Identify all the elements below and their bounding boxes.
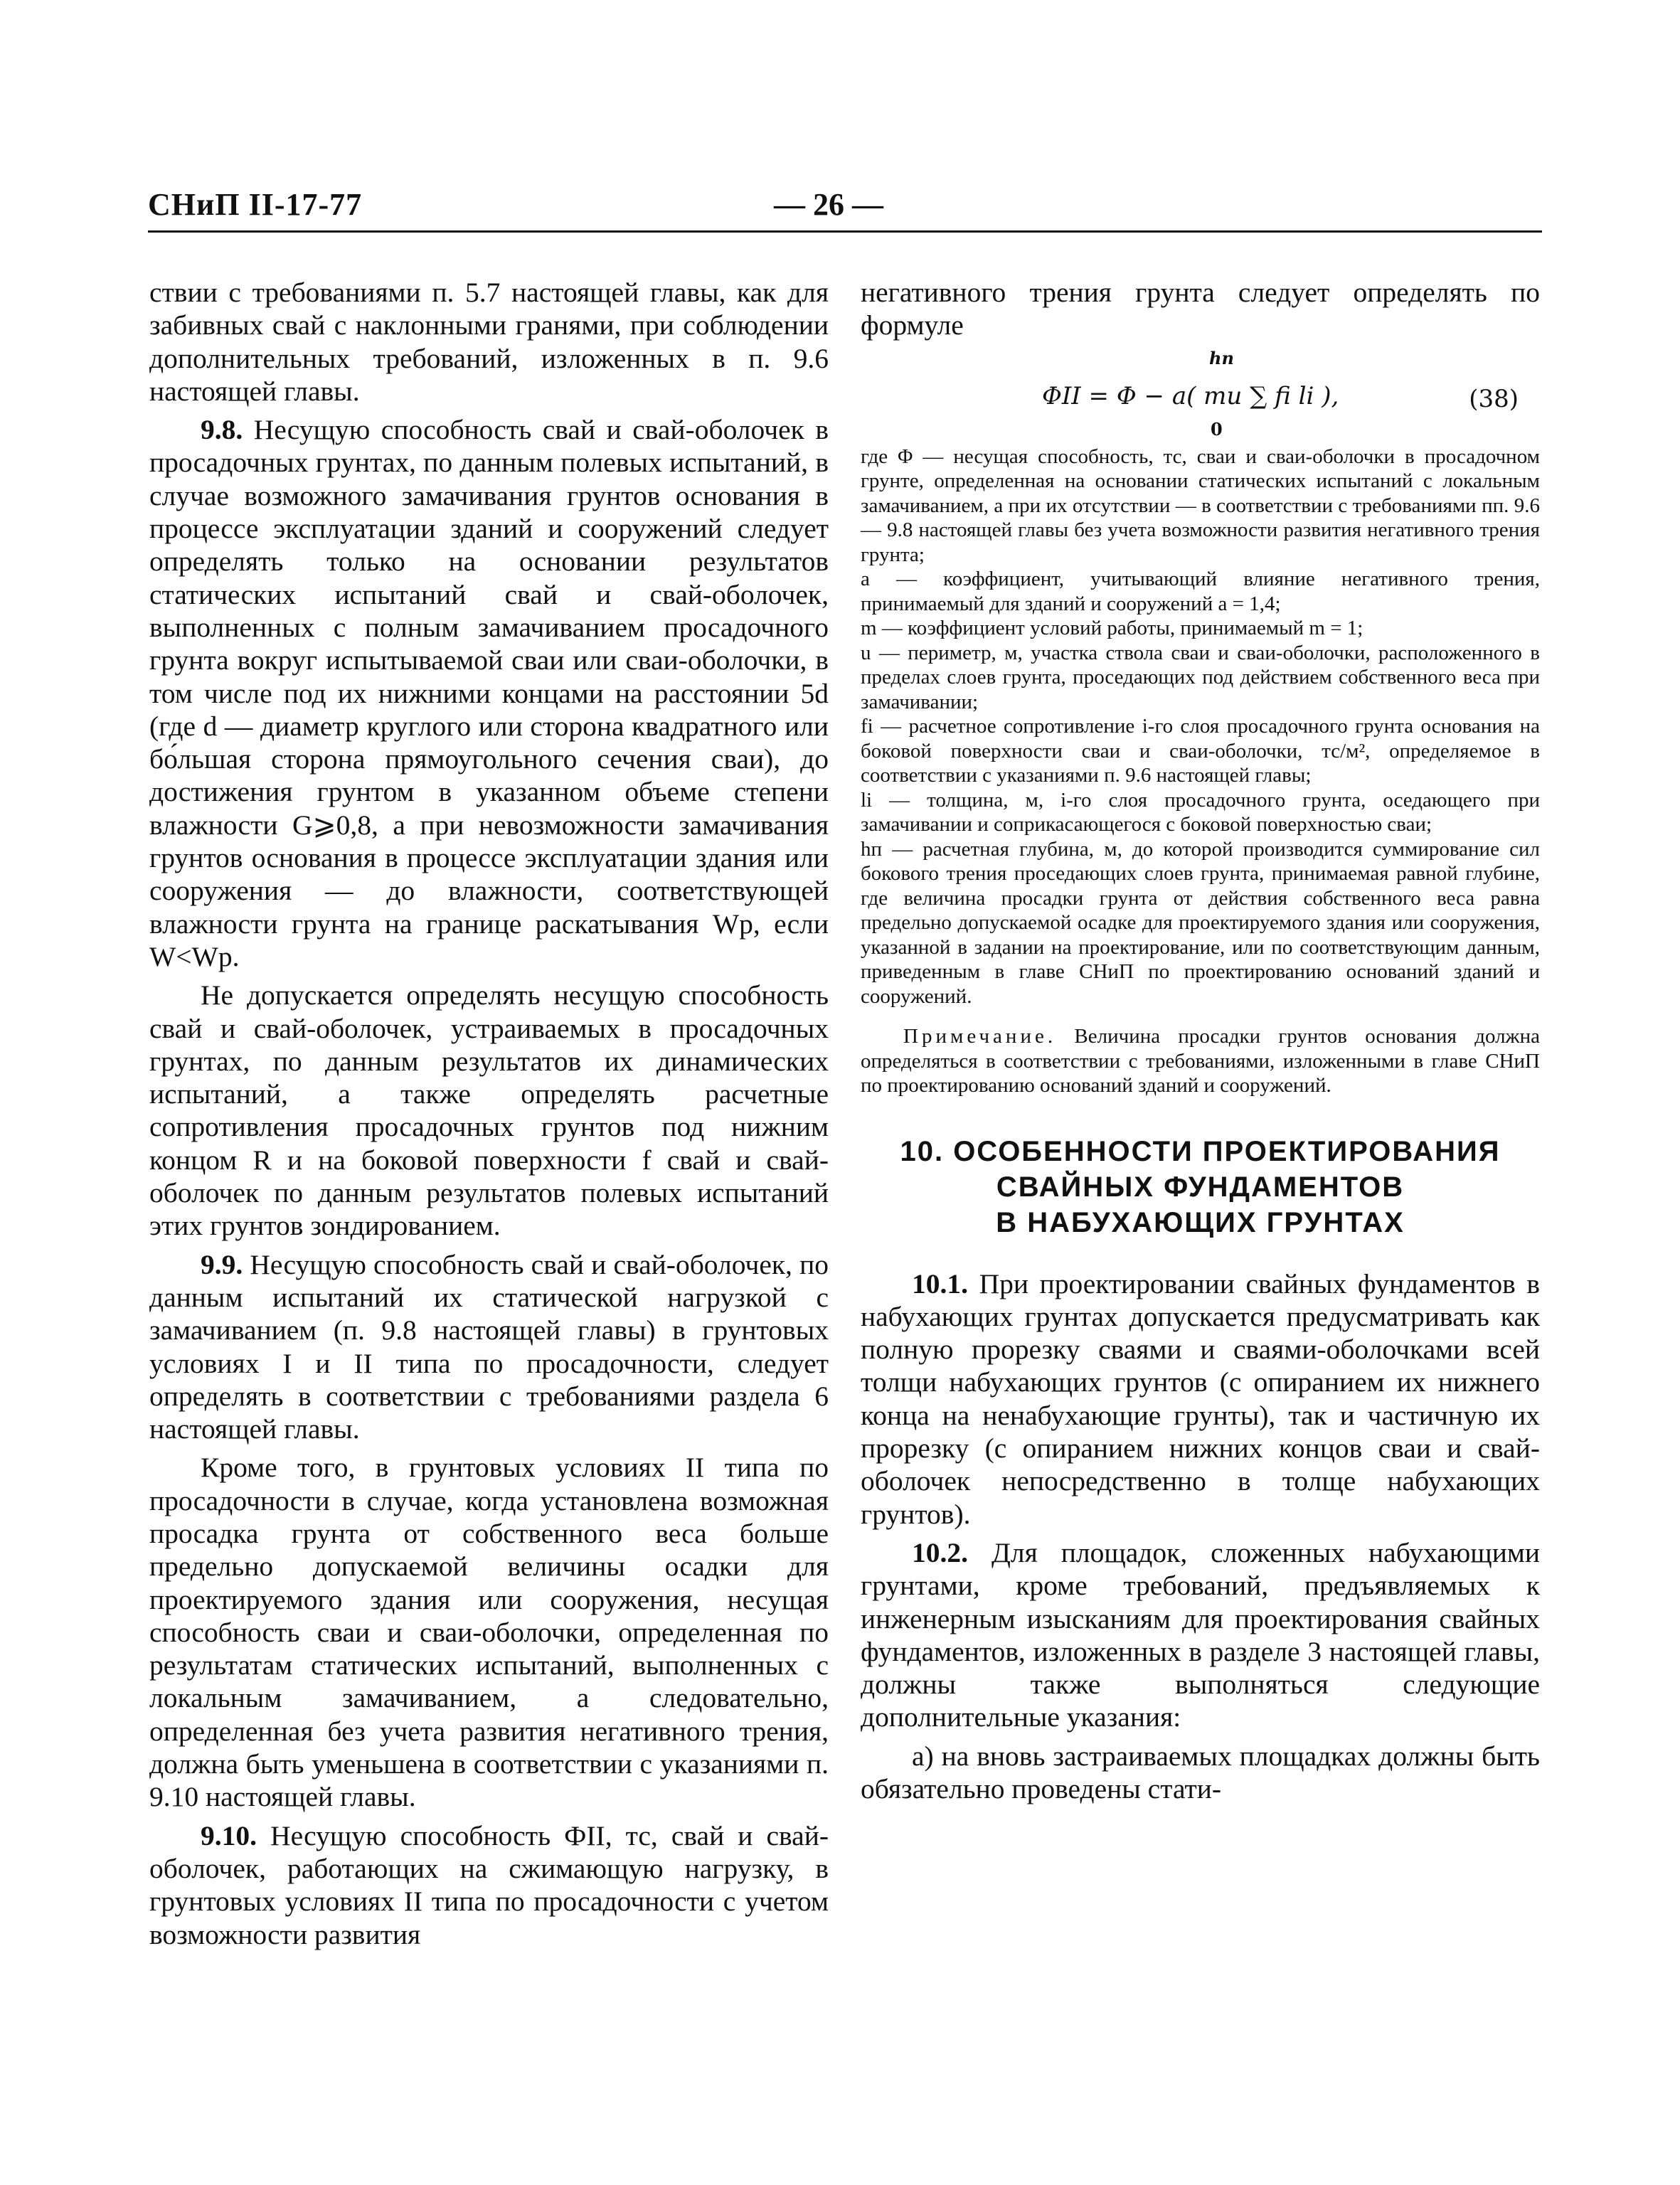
sum-lower-limit: 0 <box>1211 418 1223 440</box>
page-number: — 26 — <box>774 187 883 222</box>
page-header <box>148 186 1542 229</box>
document-code: СНиП II-17-77 <box>148 187 363 222</box>
definition-item: li — толщина, м, i-го слоя просадочного грунта, оседающего при замачивании и соприкасающегося с боковой поверхностью сваи; <box>861 788 1540 836</box>
header-rule <box>148 230 1542 233</box>
formula-intro: негативного трения грунта следует определять по формуле <box>861 277 1540 341</box>
clause-number: 9.9. <box>201 1248 243 1280</box>
formula-38 <box>861 348 1540 440</box>
note-text: Величина просадки грунтов основания должна определяться в соответствии с требованиями, изложенными в главе СНиП по проектированию оснований зданий и сооружений. <box>861 1025 1540 1097</box>
formula-expression: ΦII = Φ − a( mu ∑ fi li ), <box>1042 381 1339 410</box>
paragraph-continuation: ствии с требованиями п. 5.7 настоящей главы, как для забивных свай с наклонными гранями, при соблюдении дополнительных требований, изложенных в п. 9.6 настоящей главы. <box>149 277 829 407</box>
definition-item: где Φ — несущая способность, тс, сваи и сваи-оболочки в просадочном грунте, определенная на основании статических испытаний с локальным замачиванием, а при их отсутствии — в соответствии с требованиями пп. 9.6 — 9.8 настоящей главы без учета возможности развития негативного трения грунта; <box>861 445 1540 566</box>
definition-item: m — коэффициент условий работы, принимаемый m = 1; <box>861 617 1363 640</box>
paragraph-9-8: 9.8. Несущую способность свай и свай-оболочек в просадочных грунтах, по данным полевых испытаний, в случае возможного замачивания грунтов основания в процессе эксплуатации зданий и сооружений следует определять только на основании результатов статических испытаний свай и свай-оболочек, выполненных с полным замачиванием просадочного грунта вокруг испытываемой сваи или сваи-оболочки, в том числе под их нижними концами на расстоянии 5d (где d — диаметр круглого или сторона квадратного или бо́льшая сторона прямоугольного сечения сваи), до достижения грунтом в указанном объеме степени влажности G⩾0,8, а при невозможности замачивания грунтов основания в процессе эксплуатации здания или сооружения — до влажности, соответствующей влажности грунта на границе раскатывания Wp, если W<Wp. <box>149 414 829 972</box>
formula-number: (38) <box>1469 384 1519 413</box>
right-column <box>861 276 1540 1805</box>
clause-number: 10.1. <box>912 1267 968 1299</box>
paragraph-10-1: 10.1. При проектировании свайных фундаментов в набухающих грунтах допускается предусматривать как полную прорезку сваями и сваями-оболочками всей толщи набухающих грунтов (с опиранием их нижнего конца на ненабухающие грунты), так и частичную их прорезку (с опиранием нижних концов сваи и свай-оболочек непосредственно в толще набухающих грунтов). <box>861 1267 1540 1530</box>
paragraph-10-2: 10.2. Для площадок, сложенных набухающими грунтами, кроме требований, предъявляемых к инженерным изысканиям для проектирования свайных фундаментов, изложенных в разделе 3 настоящей главы, должны также выполняться следующие дополнительные указания: <box>861 1536 1540 1733</box>
paragraph-type-ii: Кроме того, в грунтовых условиях II типа по просадочности в случае, когда установлена возможная просадка грунта от собственного веса больше предельно допускаемой величины осадки для проектируемого здания или сооружения, несущая способность сваи и сваи-оболочки, определенная по результатам статических испытаний, выполненных с локальным замачиванием, а следовательно, определенная без учета развития негативного трения, должна быть уменьшена в соответствии с указаниями п. 9.10 настоящей главы. <box>149 1452 829 1813</box>
sum-upper-limit: hп <box>1209 347 1234 368</box>
paragraph-9-9: 9.9. Несущую способность свай и свай-оболочек, по данным испытаний их статической нагрузкой с замачиванием (п. 9.8 настоящей главы) в грунтовых условиях I и II типа по просадочности, следует определять в соответствии с требованиями раздела 6 настоящей главы. <box>149 1248 829 1445</box>
left-column <box>149 276 829 1951</box>
definition-item: u — периметр, м, участка ствола сваи и сваи-оболочки, расположенного в пределах слоев грунта, проседающих под действием собственного веса при замачивании; <box>861 641 1540 713</box>
definitions-list <box>861 445 1540 1009</box>
paragraph-9-10: 9.10. Несущую способность ФII, тс, свай и свай-оболочек, работающих на сжимающую нагрузку, в грунтовых условиях II типа по просадочности с учетом возможности развития <box>149 1819 829 1950</box>
clause-number: 9.8. <box>201 414 243 446</box>
definition-item: fi — расчетное сопротивление i-го слоя просадочного грунта основания на боковой поверхности сваи и сваи-оболочки, тс/м², определяемое в соответствии с указаниями п. 9.6 настоящей главы; <box>861 715 1540 787</box>
paragraph-10-2-a: а) на вновь застраиваемых площадках должны быть обязательно проведены стати- <box>861 1740 1540 1805</box>
note-label: Примечание. <box>903 1025 1057 1048</box>
section-title: 10. ОСОБЕННОСТИ ПРОЕКТИРОВАНИЯ СВАЙНЫХ ФУНДАМЕНТОВ В НАБУХАЮЩИХ ГРУНТАХ <box>900 1135 1501 1238</box>
note <box>861 1024 1540 1098</box>
definition-item: hп — расчетная глубина, м, до которой производится суммирование сил бокового трения проседающих слоев грунта, принимаемая равной глубине, где величина просадки грунта от действия собственного веса равна предельно допускаемой осадке для проектируемого здания или сооружения, указанной в задании на проектирование, или по соответствующим данным, приведенным в главе СНиП по проектированию оснований зданий и сооружений. <box>861 837 1540 1008</box>
definition-item: a — коэффициент, учитывающий влияние негативного трения, принимаемый для зданий и сооружений a = 1,4; <box>861 568 1540 615</box>
clause-number: 9.10. <box>201 1819 257 1851</box>
paragraph-dynamic-tests: Не допускается определять несущую способность свай и свай-оболочек, устраиваемых в просадочных грунтах, по данным результатов их динамических испытаний, а также определять расчетные сопротивления просадочных грунтов под нижним концом R и на боковой поверхности f свай и свай-оболочек по данным результатов полевых испытаний этих грунтов зондированием. <box>149 979 829 1242</box>
clause-number: 10.2. <box>912 1536 968 1568</box>
